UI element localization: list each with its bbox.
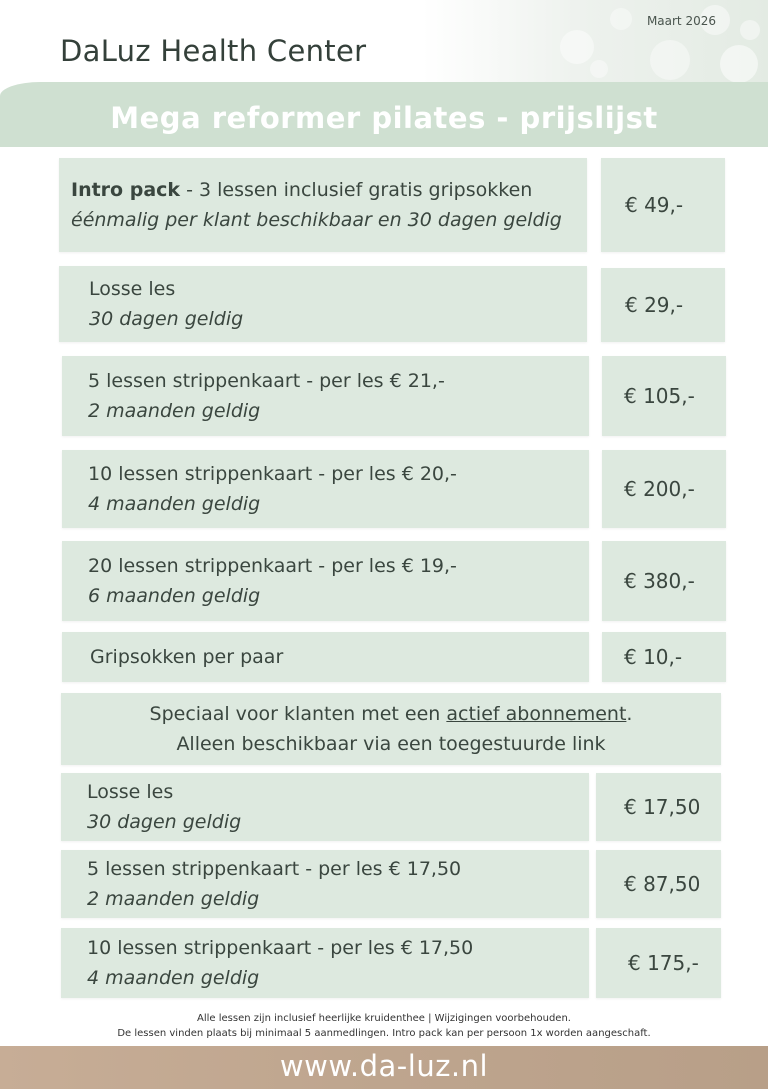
price-losse-les: € 29,- xyxy=(601,268,725,342)
website-link[interactable]: www.da-luz.nl xyxy=(279,1049,489,1083)
issue-date: Maart 2026 xyxy=(646,14,716,28)
active-subscription-link[interactable]: actief abonnement xyxy=(446,703,627,725)
sub-item-5-lessen xyxy=(61,850,589,918)
note-line-2: Alleen beschikbaar via een toegestuurde link xyxy=(176,733,606,755)
item-validity: 30 dagen geldig xyxy=(89,308,244,330)
item-name: Losse les xyxy=(89,278,176,300)
item-name: 5 lessen strippenkaart - per les € 21,- xyxy=(88,370,445,392)
item-validity: 4 maanden geldig xyxy=(88,493,261,515)
item-5-lessen xyxy=(62,356,589,436)
sub-item-10-lessen xyxy=(61,928,589,998)
sub-price-losse-les: € 17,50 xyxy=(596,773,721,841)
price-gripsokken: € 10,- xyxy=(602,632,726,682)
item-validity: 4 maanden geldig xyxy=(87,967,260,989)
item-gripsokken xyxy=(62,632,589,682)
price-intro-pack: € 49,- xyxy=(601,158,725,252)
note-text-end: . xyxy=(626,703,633,725)
footnote-line-2: De lessen vinden plaats bij minimaal 5 aanmedlingen. Intro pack kan per persoon 1x worden aangeschaft. xyxy=(117,1028,651,1039)
item-name: 5 lessen strippenkaart - per les € 17,50 xyxy=(87,858,462,880)
page-title: Mega reformer pilates - prijslijst xyxy=(110,101,658,135)
item-20-lessen xyxy=(62,541,589,621)
item-name: 10 lessen strippenkaart - per les € 17,50 xyxy=(87,937,474,959)
item-validity: 2 maanden geldig xyxy=(87,888,260,910)
item-name: 10 lessen strippenkaart - per les € 20,- xyxy=(88,463,457,485)
item-name-bold: Intro pack xyxy=(71,179,181,201)
item-intro-pack xyxy=(59,158,587,252)
sub-price-5-lessen: € 87,50 xyxy=(596,850,721,918)
brand-name: DaLuz Health Center xyxy=(60,34,367,68)
item-losse-les xyxy=(59,266,587,342)
price-5-lessen: € 105,- xyxy=(602,356,726,436)
footnote-line-1: Alle lessen zijn inclusief heerlijke kruidenthee | Wijzigingen voorbehouden. xyxy=(197,1013,571,1024)
item-name: Gripsokken per paar xyxy=(90,646,284,668)
item-validity: éénmalig per klant beschikbaar en 30 dagen geldig xyxy=(71,209,562,231)
sub-item-losse-les xyxy=(61,773,589,841)
item-validity: 30 dagen geldig xyxy=(87,811,242,833)
item-validity: 6 maanden geldig xyxy=(88,585,261,607)
item-name: Losse les xyxy=(87,781,174,803)
item-name: 20 lessen strippenkaart - per les € 19,- xyxy=(88,555,457,577)
subscriber-note xyxy=(61,693,721,765)
item-10-lessen xyxy=(62,450,589,528)
price-10-lessen: € 200,- xyxy=(602,450,726,528)
price-20-lessen: € 380,- xyxy=(602,541,726,621)
item-validity: 2 maanden geldig xyxy=(88,400,261,422)
item-name: - 3 lessen inclusief gratis gripsokken xyxy=(180,179,533,201)
sub-price-10-lessen: € 175,- xyxy=(596,928,721,998)
note-text: Speciaal voor klanten met een xyxy=(149,703,447,725)
